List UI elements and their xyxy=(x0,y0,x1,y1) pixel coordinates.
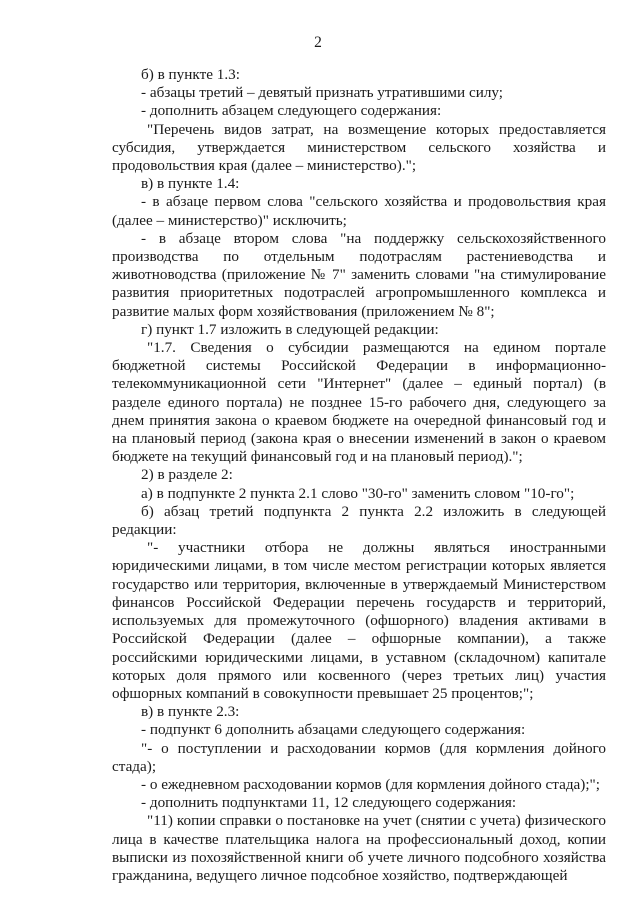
paragraph: "Перечень видов затрат, на возмещение которых предоставляется субсидия, утверждается министерством сельского хозяйства и продовольствия края (далее – министерство)."; xyxy=(112,120,606,175)
paragraph: - дополнить подпунктами 11, 12 следующего содержания: xyxy=(141,794,517,812)
paragraph: а) в подпункте 2 пункта 2.1 слово "30-го" заменить словом "10-го"; xyxy=(141,484,575,502)
paragraph: в) в пункте 1.4: xyxy=(141,175,240,193)
paragraph: "11) копии справки о постановке на учет (снятии с учета) физического лица в качестве плательщика налога на профессиональный доход, копии выписки из похозяйственной книги об учете личного подсобного хозяйства гражданина, ведущего личное подсобное хозяйство, подтверждающей xyxy=(112,812,606,884)
paragraph: - подпункт 6 дополнить абзацами следующего содержания: xyxy=(141,721,526,739)
paragraph: в) в пункте 2.3: xyxy=(141,703,240,721)
paragraph: - в абзаце первом слова "сельского хозяйства и продовольствия края (далее – министерство)" исключить; xyxy=(112,193,606,229)
paragraph: - дополнить абзацем следующего содержания: xyxy=(141,102,442,120)
paragraph: "- участники отбора не должны являться иностранными юридическими лицами, в том числе местом регистрации которых является государство или территория, включенные в утверждаемый Министерством финансов Российской Федерации перечень государств и территорий, используемых для промежуточного (офшорного) владения активами в Российской Федерации (далее – офшорные компании), а также российскими юридическими лицами, в уставном (складочном) капитале которых доля прямого или косвенного (через третьих лиц) участия офшорных компаний в совокупности превышает 25 процентов;"; xyxy=(112,539,606,702)
paragraph: б) в пункте 1.3: xyxy=(141,66,240,83)
page-number: 2 xyxy=(314,34,322,51)
paragraph: "1.7. Сведения о субсидии размещаются на едином портале бюджетной системы Российской Федерации в информационно-телекоммуникационной сети "Интернет" (далее – единый портал) (в разделе единого портала) не позднее 15-го рабочего дня, следующего за днем принятия закона о краевом бюджете на очередной финансовый год и на плановый период (закона края о внесении изменений в закон о краевом бюджете на текущий финансовый год и на плановый период)."; xyxy=(112,339,606,466)
paragraph: - в абзаце втором слова "на поддержку сельскохозяйственного производства по отдельным подотраслям растениеводства и животноводства (приложение № 7" заменить словами "на стимулирование развития приоритетных подотраслей агропромышленного комплекса и развитие малых форм хозяйствования (приложением № 8"; xyxy=(112,229,606,320)
paragraph: - абзацы третий – девятый признать утратившими силу; xyxy=(141,84,504,102)
paragraph: г) пункт 1.7 изложить в следующей редакции: xyxy=(141,320,439,338)
paragraph: - о ежедневном расходовании кормов (для кормления дойного стада);"; xyxy=(141,775,600,793)
document-body xyxy=(112,66,606,885)
paragraph: 2) в разделе 2: xyxy=(141,466,233,484)
paragraph: б) абзац третий подпункта 2 пункта 2.2 изложить в следующей редакции: xyxy=(112,502,606,539)
paragraph: "- о поступлении и расходовании кормов (для кормления дойного стада); xyxy=(112,739,606,775)
